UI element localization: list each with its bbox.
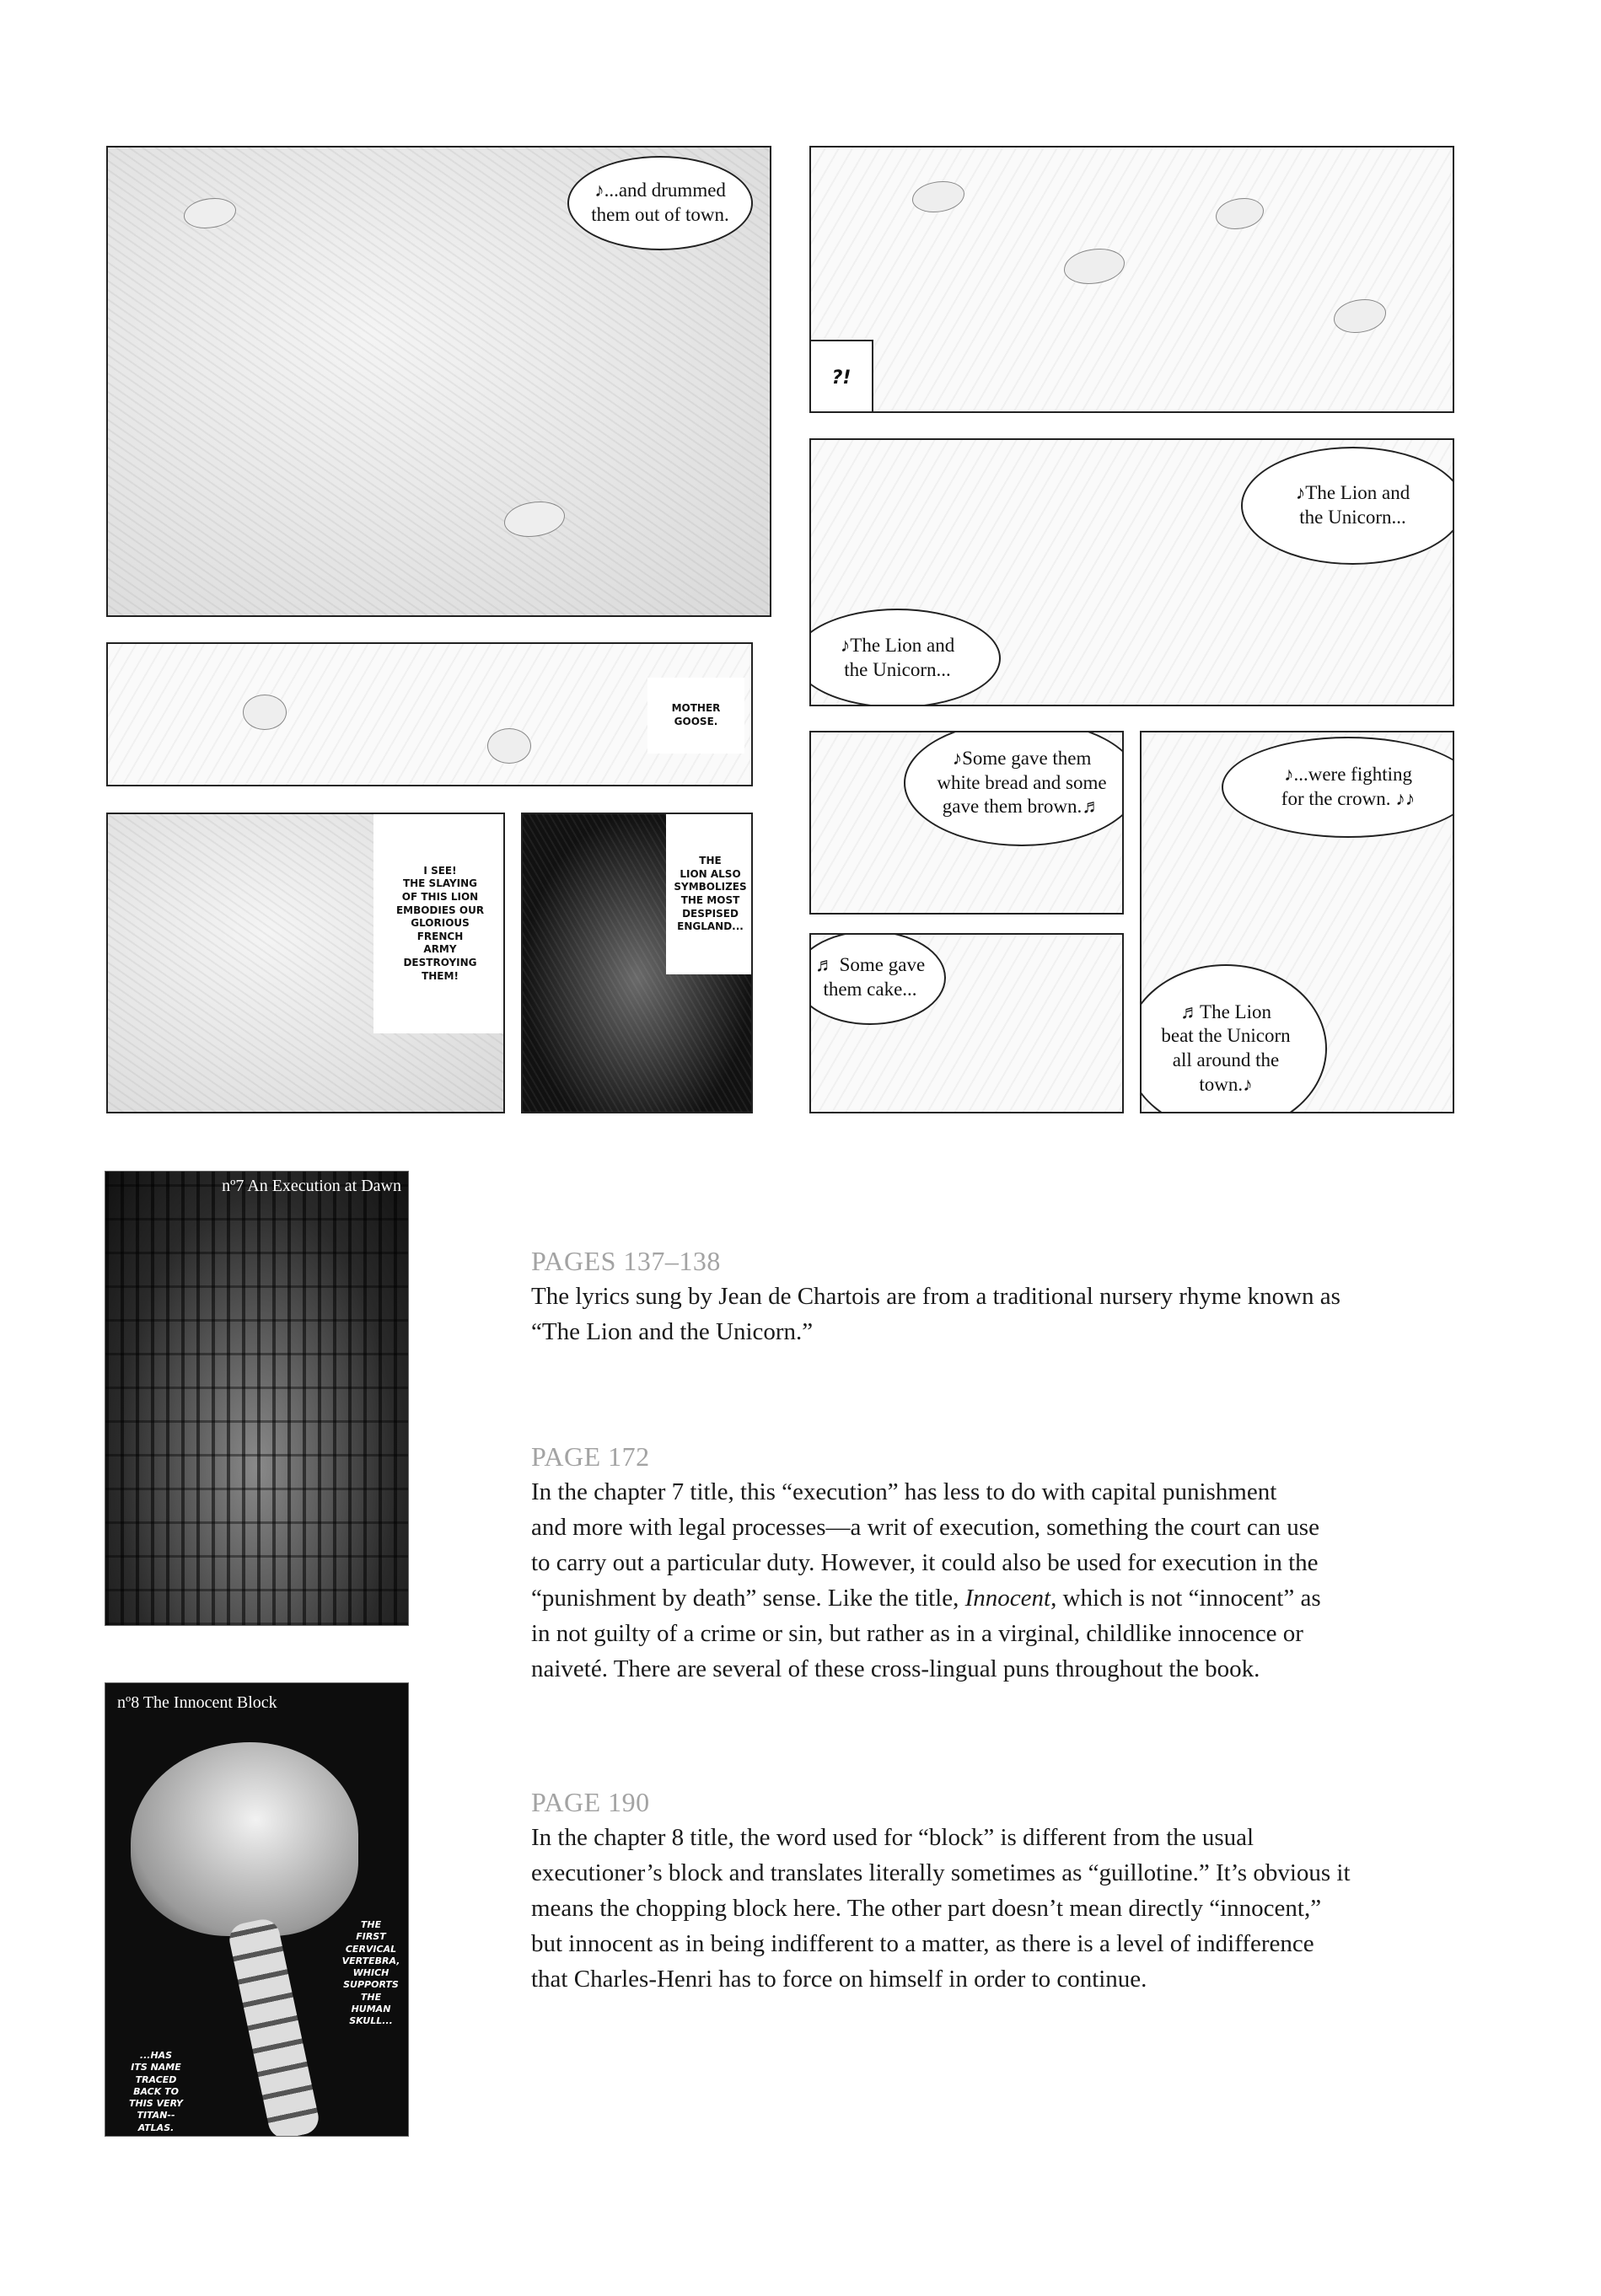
- panel-coat-of-arms: [521, 813, 753, 1113]
- speech-bubble: ♬ Some gave them cake...: [809, 933, 946, 1025]
- chapter-title: nº7 An Execution at Dawn: [222, 1177, 401, 1195]
- petal-drawing: [912, 181, 964, 212]
- note-line: in not guilty of a crime or sin, but rather as in a virginal, childlike innocence or: [531, 1620, 1303, 1647]
- speech-bubble: ♪...were fighting for the crown. ♪♪: [1222, 737, 1454, 838]
- panel-eye-closeup: [809, 731, 1124, 915]
- note-line: but innocent as in being indifferent to a matter, as there is a level of indifference: [531, 1930, 1314, 1957]
- speech-bubble: ♪...and drummed them out of town.: [567, 156, 753, 250]
- note-line: and more with legal processes—a writ of execution, something the court can use: [531, 1514, 1319, 1541]
- caption-box: I SEE! THE SLAYING OF THIS LION EMBODIES OUR GLORIOUS FRENCH ARMY DESTROYING THEM!: [373, 814, 505, 1033]
- note-line: The lyrics sung by Jean de Chartois are from a traditional nursery rhyme known as: [531, 1283, 1340, 1310]
- note-line: [531, 1580, 1321, 1616]
- note-line: that Charles-Henri has to force on himself in order to continue.: [531, 1966, 1147, 1993]
- book-title: Innocent: [964, 1585, 1051, 1612]
- panel-eyes: [106, 642, 753, 786]
- speech-bubble: ♪The Lion and the Unicorn...: [1241, 447, 1454, 565]
- caption-box: MOTHER GOOSE.: [647, 678, 744, 754]
- petal-drawing: [184, 198, 236, 228]
- note-page-172: [531, 1439, 1321, 1687]
- panel-woman-portrait: [106, 146, 771, 617]
- petal-drawing: [1216, 198, 1264, 229]
- petal-drawing: [1334, 299, 1386, 333]
- note-heading: PAGE 190: [531, 1787, 650, 1817]
- note-line: to carry out a particular duty. However, it could also be used for execution in the: [531, 1549, 1319, 1576]
- panel-lips-closeup: [809, 933, 1124, 1113]
- speech-bubble: ♪The Lion and the Unicorn...: [809, 609, 1001, 706]
- spine-drawing: [227, 1917, 322, 2137]
- speech-bubble: ♪Some gave them white bread and some gave them brown.♬: [904, 731, 1124, 846]
- note-text: , which is not “innocent” as: [1050, 1585, 1321, 1612]
- note-line: In the chapter 8 title, the word used for “block” is different from the usual: [531, 1824, 1254, 1851]
- chapter-7-title-image: [105, 1171, 409, 1626]
- note-page-190: [531, 1784, 1351, 1997]
- note-text: “punishment by death” sense. Like the title,: [531, 1585, 965, 1612]
- panel-falling-petals: [809, 146, 1454, 413]
- note-line: “The Lion and the Unicorn.”: [531, 1318, 814, 1345]
- caption-text: ...HAS ITS NAME TRACED BACK TO THIS VERY TITAN-- ATLAS.: [128, 2050, 183, 2133]
- caption-box: ?!: [811, 340, 873, 413]
- skull-drawing: [131, 1742, 358, 1936]
- note-line: means the chopping block here. The other part doesn’t mean directly “innocent,”: [531, 1895, 1322, 1922]
- eye-drawing: [243, 695, 287, 730]
- note-heading: PAGES 137–138: [531, 1246, 721, 1276]
- chapter-title: nº8 The Innocent Block: [117, 1693, 277, 1712]
- panel-nobleman: [106, 813, 505, 1113]
- note-line: executioner’s block and translates literally sometimes as “guillotine.” It’s obvious it: [531, 1859, 1351, 1886]
- petal-drawing: [504, 502, 565, 537]
- speech-bubble: ♬The Lion beat the Unicorn all around the town.♪: [1140, 964, 1327, 1113]
- note-line: In the chapter 7 title, this “execution” has less to do with capital punishment: [531, 1478, 1277, 1505]
- note-line: naiveté. There are several of these cross-lingual puns throughout the book.: [531, 1655, 1260, 1682]
- note-heading: PAGE 172: [531, 1441, 650, 1472]
- chapter-8-title-image: [105, 1682, 409, 2137]
- caption-box: THE LION ALSO SYMBOLIZES THE MOST DESPISED ENGLAND...: [666, 814, 753, 974]
- panel-hands-petals: [809, 438, 1454, 706]
- note-pages-137-138: [531, 1243, 1340, 1349]
- caption-text: THE FIRST CERVICAL VERTEBRA, WHICH SUPPORTS THE HUMAN SKULL...: [341, 1919, 400, 2027]
- panel-face-upturned: [1140, 731, 1454, 1113]
- eye-drawing: [487, 728, 531, 764]
- petal-drawing: [1064, 249, 1125, 284]
